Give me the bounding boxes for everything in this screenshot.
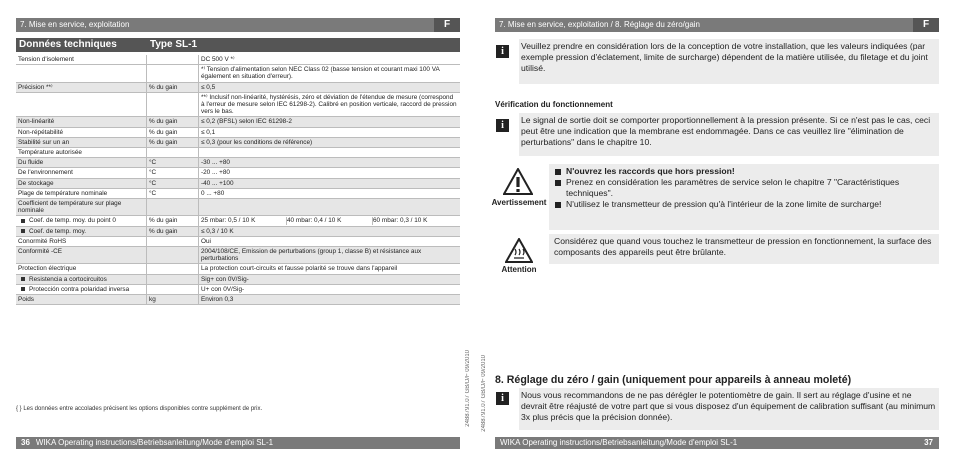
bullet-square-icon xyxy=(21,229,25,233)
table-row xyxy=(16,148,460,158)
right-header-title: 7. Mise en service, exploitation / 8. Réglage du zéro/gain xyxy=(499,20,701,29)
list-item: Prenez en considération les paramètres de service selon le chapitre 7 "Caractéristiques techniques". xyxy=(554,177,934,199)
document-code: 2488791.07 GB/D/F 09/2010 xyxy=(481,355,487,432)
table-cell xyxy=(147,274,199,284)
table-cell xyxy=(16,65,147,82)
table-row xyxy=(16,274,460,284)
list-item: N'ouvrez les raccords que hors pression! xyxy=(554,166,934,177)
table-cell: Stabilité sur un an xyxy=(16,137,147,147)
table-row xyxy=(16,247,460,264)
info-icon: i xyxy=(496,45,509,58)
table-row xyxy=(16,65,460,82)
table-cell xyxy=(147,199,199,216)
left-footer-bar xyxy=(16,437,460,449)
table-cell: -20 ... +80 xyxy=(199,168,461,178)
table-cell: ≤ 0,3 (pour les conditions de référence) xyxy=(199,137,461,147)
table-cell: % du gain xyxy=(147,82,199,92)
spec-title-label: Données techniques xyxy=(19,39,117,50)
table-cell: °C xyxy=(147,178,199,188)
table-cell: DC 500 V *⁾ xyxy=(199,55,461,65)
warning-list xyxy=(554,166,934,210)
table-row xyxy=(16,137,460,147)
table-row xyxy=(16,236,460,246)
table-cell: 2004/108/CE, Emission de perturbations (group 1, classe B) et résistance aux perturbations xyxy=(199,247,461,264)
attention-label: Attention xyxy=(501,265,537,274)
table-cell xyxy=(147,264,199,274)
attention-paragraph: Considérez que quand vous touchez le transmetteur de pression en fonctionnement, la surface des composants des appareils peut être brûlante. xyxy=(554,236,932,257)
table-cell: °C xyxy=(147,158,199,168)
table-row xyxy=(16,127,460,137)
hot-surface-icon xyxy=(505,238,533,263)
table-row xyxy=(16,92,460,117)
table-row xyxy=(16,178,460,188)
table-cell: ≤ 0,3 / 10 K xyxy=(199,226,461,236)
table-cell: Du fluide xyxy=(16,158,147,168)
right-footer-bar xyxy=(495,437,939,449)
table-cell: ≤ 0,5 xyxy=(199,82,461,92)
cell-text: Coef. de temp. moy. du point 0 xyxy=(29,217,116,225)
table-cell: % du gain xyxy=(147,216,199,226)
spec-table-title xyxy=(16,38,460,52)
table-row xyxy=(16,82,460,92)
cell-text: Resistencia a cortocircuitos xyxy=(29,275,107,283)
table-row xyxy=(16,188,460,198)
table-row xyxy=(16,199,460,216)
table-cell: 0 ... +80 xyxy=(199,188,461,198)
info-paragraph-1: Veuillez prendre en considération lors de la conception de votre installation, que les valeurs indiquées (par exemple pression d'éclatement, limite de surcharge) dépendent de la matière utilisée, du filetage et du joint utilisé. xyxy=(521,41,928,73)
footer-text: WIKA Operating instructions/Betriebsanleitung/Mode d'emploi SL-1 xyxy=(500,438,738,447)
bullet-square-icon xyxy=(21,287,25,291)
table-cell: U+ con 0V/Sig- xyxy=(199,284,461,294)
warning-triangle-icon xyxy=(503,168,533,195)
spec-type-label: Type SL-1 xyxy=(150,39,198,50)
verification-heading: Vérification du fonctionnement xyxy=(495,100,613,109)
info-icon: i xyxy=(496,392,509,405)
table-cell: Sig+ con 0V/Sig- xyxy=(199,274,461,284)
spec-table xyxy=(16,55,460,305)
table-cell: kg xyxy=(147,295,199,305)
table-cell: Non-répétabilité xyxy=(16,127,147,137)
table-cell xyxy=(147,148,199,158)
page-number: 37 xyxy=(924,438,933,447)
table-cell: La protection court-circuits et fausse polarité se trouve dans l'appareil xyxy=(199,264,461,274)
cell-text: Protección contra polaridad inversa xyxy=(29,285,130,293)
table-cell xyxy=(147,247,199,264)
table-row xyxy=(16,55,460,65)
table-cell: Tension d'isolement xyxy=(16,55,147,65)
table-cell: ≤ 0,1 xyxy=(199,127,461,137)
table-row xyxy=(16,216,460,226)
cell-text: 60 mbar: 0,3 / 10 K xyxy=(373,217,428,225)
table-cell: Protection électrique xyxy=(16,264,147,274)
bullet-square-icon xyxy=(21,277,25,281)
table-cell xyxy=(147,236,199,246)
table-cell: Température autorisée xyxy=(16,148,147,158)
info-paragraph-2: Le signal de sortie doit se comporter proportionnellement à la pression présente. Si ce n'est pas le cas, ceci peut être une indication que la membrane est endommagée. Dans ce cas veuillez lire "élimination de perturbations" dans le chapitre 10. xyxy=(521,115,931,147)
table-row xyxy=(16,284,460,294)
table-cell: -40 ... +100 xyxy=(199,178,461,188)
table-cell: Précision **⁾ xyxy=(16,82,147,92)
warning-label: Avertissement xyxy=(491,198,547,207)
cell-text: 25 mbar: 0,5 / 10 K xyxy=(201,217,287,224)
footer-text: WIKA Operating instructions/Betriebsanleitung/Mode d'emploi SL-1 xyxy=(35,438,274,447)
table-cell xyxy=(199,216,461,226)
right-header-bar xyxy=(495,18,939,32)
table-cell: % du gain xyxy=(147,117,199,127)
table-cell xyxy=(16,226,147,236)
table-cell: °C xyxy=(147,188,199,198)
table-cell: % du gain xyxy=(147,137,199,147)
table-cell: **⁾ Inclusif non-linéarité, hystérésis, zéro et déviation de l'étendue de mesure (correspond à l'erreur de mesure selon IEC 61298-2). Calibré en position verticale, raccord de pression vers le bas. xyxy=(199,92,461,117)
bullet-square-icon xyxy=(21,219,25,223)
table-cell: % du gain xyxy=(147,127,199,137)
table-cell xyxy=(147,55,199,65)
table-row xyxy=(16,117,460,127)
cell-text: Coef. de temp. moy. xyxy=(29,227,87,235)
cell-text: 40 mbar: 0,4 / 10 K xyxy=(287,217,373,224)
table-cell xyxy=(199,199,461,216)
table-cell: % du gain xyxy=(147,226,199,236)
table-cell xyxy=(199,148,461,158)
table-row xyxy=(16,168,460,178)
table-cell: °C xyxy=(147,168,199,178)
table-cell: ≤ 0,2 (BFSL) selon IEC 61298-2 xyxy=(199,117,461,127)
table-cell xyxy=(16,284,147,294)
table-cell: De stockage xyxy=(16,178,147,188)
table-cell: Conormité RoHS xyxy=(16,236,147,246)
table-cell: Non-linéarité xyxy=(16,117,147,127)
table-cell xyxy=(147,284,199,294)
table-cell: *⁾ Tension d'alimentation selon NEC Class 02 (basse tension et courant maxi 100 VA également en situation d'erreur). xyxy=(199,65,461,82)
table-cell: Oui xyxy=(199,236,461,246)
table-cell: De l'environnement xyxy=(16,168,147,178)
table-cell: Conformité -CE xyxy=(16,247,147,264)
table-cell xyxy=(16,92,147,117)
table-row xyxy=(16,226,460,236)
table-cell: Poids xyxy=(16,295,147,305)
table-cell: Coefficient de température sur plage nominale xyxy=(16,199,147,216)
table-cell xyxy=(16,274,147,284)
list-item: N'utilisez le transmetteur de pression qu'à l'intérieur de la zone limite de surcharge! xyxy=(554,199,934,210)
table-cell xyxy=(147,92,199,117)
table-cell: Plage de température nominale xyxy=(16,188,147,198)
language-tab: F xyxy=(913,18,939,32)
table-row xyxy=(16,295,460,305)
left-header-title: 7. Mise en service, exploitation xyxy=(20,20,130,29)
info-icon: i xyxy=(496,119,509,132)
document-code: 2488791.07 GB/D/F 09/2010 xyxy=(465,350,471,427)
table-cell xyxy=(147,65,199,82)
table-row xyxy=(16,264,460,274)
right-page xyxy=(477,0,954,471)
language-tab: F xyxy=(434,18,460,32)
table-cell: -30 ... +80 xyxy=(199,158,461,168)
table-cell: Environ 0,3 xyxy=(199,295,461,305)
info-paragraph-3: Nous vous recommandons de ne pas dérégler le potentiomètre de gain. Il sert au réglage d'usine et ne devrait être réajusté de votre part que si vous disposez d'un équipement de calibration suffisant (au minimum 3x plus précis que la précision donnée). xyxy=(521,390,936,422)
table-row xyxy=(16,158,460,168)
table-cell xyxy=(16,216,147,226)
section-8-heading: 8. Réglage du zéro / gain (uniquement pour appareils à anneau moleté) xyxy=(495,374,852,386)
footnote: { } Les données entre accolades précisent les options disponibles contre supplément de prix. xyxy=(16,406,263,412)
left-header-bar xyxy=(16,18,460,32)
page-number: 36 xyxy=(21,438,30,447)
